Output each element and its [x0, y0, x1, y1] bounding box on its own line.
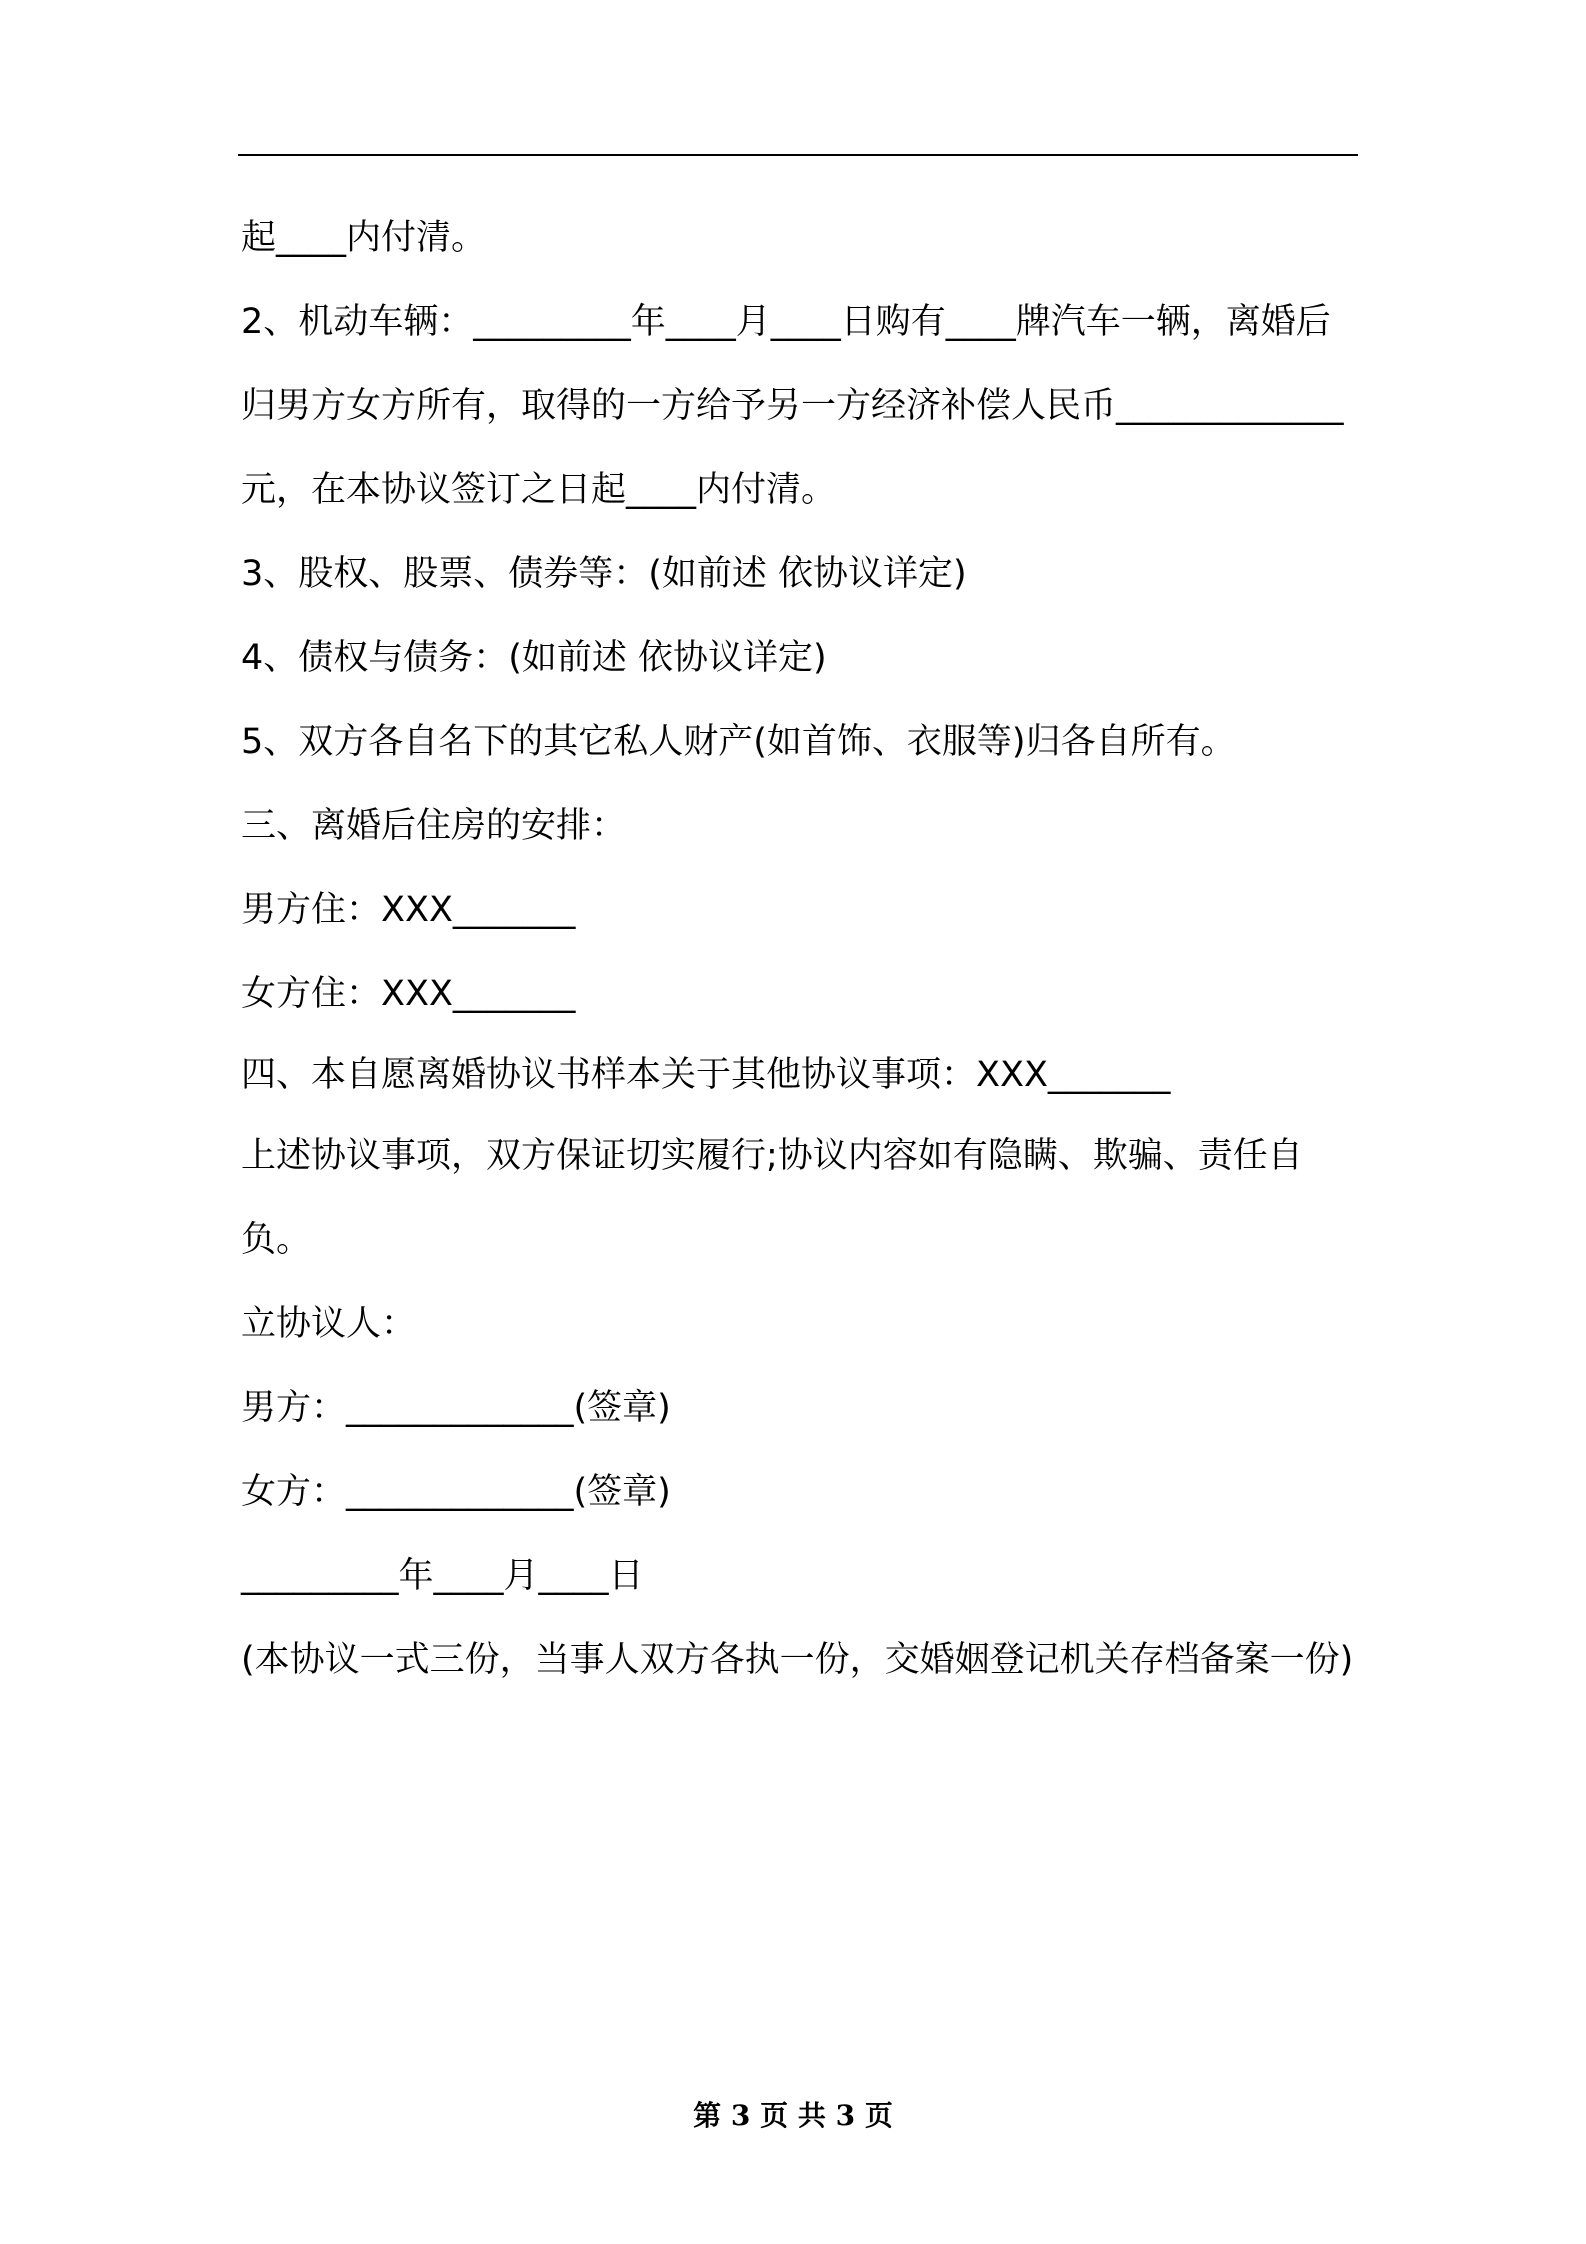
paragraph-vehicle: 2、机动车辆：_________年____月____日购有____牌汽车一辆，离婚后归男方女方所有，取得的一方给予另一方经济补偿人民币_____________元，在本协议签订之日起____内付清。	[241, 302, 1344, 510]
paragraph-personal-property: 5、双方各自名下的其它私人财产(如首饰、衣服等)归各自所有。	[241, 722, 1236, 762]
signature-line-female: 女方：_____________(签章)	[241, 1472, 671, 1512]
paragraph-stocks: 3、股权、股票、债券等：(如前述 依协议详定)	[241, 554, 967, 594]
header-rule	[238, 154, 1358, 156]
paragraph-copies-note: (本协议一式三份，当事人双方各执一份，交婚姻登记机关存档备案一份)	[241, 1640, 1354, 1680]
paragraph-debts: 4、债权与债务：(如前述 依协议详定)	[241, 638, 827, 678]
paragraph-male-residence: 男方住：XXX_______	[241, 890, 576, 930]
section-heading-other-matters: 四、本自愿离婚协议书样本关于其他协议事项：XXX_______	[241, 1055, 1171, 1095]
section-heading-housing: 三、离婚后住房的安排：	[241, 806, 627, 846]
page-number-footer: 第 3 页 共 3 页	[693, 2099, 893, 2132]
label-signatories: 立协议人：	[241, 1304, 417, 1344]
date-line: _________年____月____日	[241, 1556, 644, 1596]
paragraph-female-residence: 女方住：XXX_______	[241, 974, 576, 1014]
paragraph-guarantee: 上述协议事项，双方保证切实履行;协议内容如有隐瞒、欺骗、责任自负。	[241, 1136, 1303, 1260]
signature-line-male: 男方：_____________(签章)	[241, 1388, 671, 1428]
paragraph-payment-deadline: 起____内付清。	[241, 218, 487, 258]
document-body	[241, 196, 1359, 1702]
